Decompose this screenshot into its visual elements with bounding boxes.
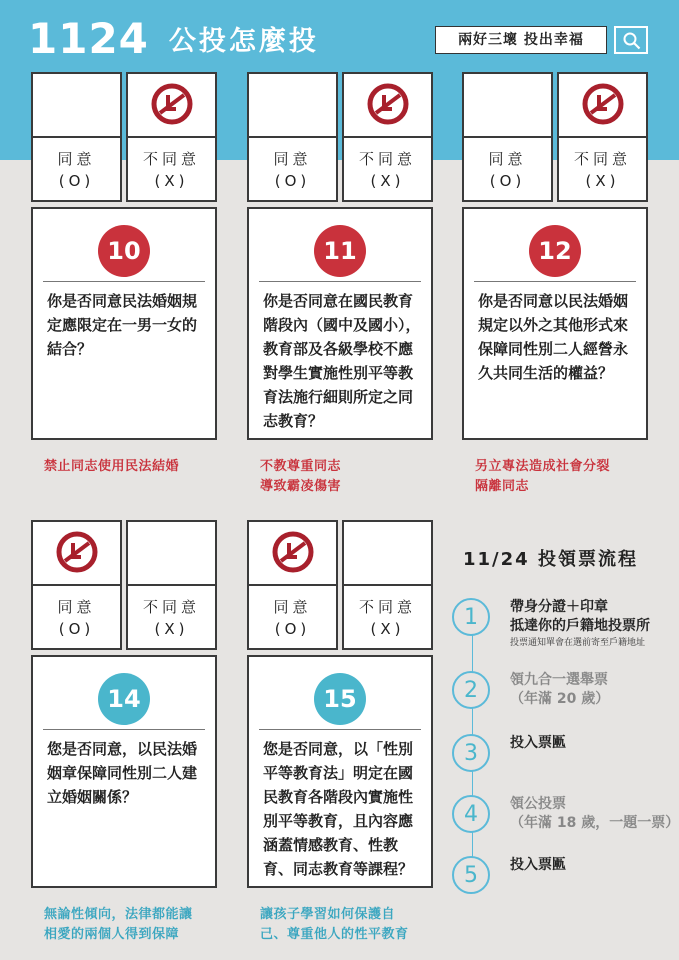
ballot-10 <box>31 72 217 202</box>
step-main-text: 領公投票 （年滿 18 歲，一題一票） <box>510 796 679 831</box>
card-divider <box>259 729 421 730</box>
agree-box[interactable] <box>31 520 122 650</box>
process-title: 11/24 投領票流程 <box>463 549 638 570</box>
step-number: 2 <box>452 671 490 709</box>
agree-box[interactable] <box>462 72 553 202</box>
ballot-stamp-icon <box>151 83 193 125</box>
agree-label-mark: (O) <box>274 172 311 190</box>
disagree-label <box>128 596 215 640</box>
question-card-10 <box>31 207 217 440</box>
step-content <box>510 671 679 709</box>
step-main-text: 領九合一選舉票 （年滿 20 歲） <box>510 672 610 707</box>
question-text: 您是否同意，以「性別平等教育法」明定在國民教育各階段內實施性別平等教育，且內容應涵蓋情感教育、性教育、同志教育等課程？ <box>263 740 414 878</box>
agree-label <box>33 596 120 640</box>
agree-box[interactable] <box>247 520 338 650</box>
disagree-label-mark: (X) <box>370 172 405 190</box>
step-sub-text: 投票通知單會在選前寄至戶籍地址 <box>510 638 646 648</box>
ballot-14 <box>31 520 217 650</box>
ballot-12 <box>462 72 648 202</box>
disagree-box[interactable] <box>557 72 648 202</box>
ballot-stamp-icon <box>56 531 98 573</box>
card-divider <box>43 729 205 730</box>
ballot-15 <box>247 520 433 650</box>
agree-label <box>249 596 336 640</box>
process-step-4 <box>452 795 679 839</box>
case-note: 無論性傾向，法律都能讓 相愛的兩個人得到保障 <box>44 907 193 942</box>
step-main-text: 投入票匭 <box>510 857 566 873</box>
case-number-badge: 15 <box>314 673 366 725</box>
card-divider <box>259 281 421 282</box>
step-content <box>510 598 679 650</box>
disagree-label-text: 不同意 <box>358 598 416 616</box>
agree-box[interactable] <box>31 72 122 202</box>
disagree-label <box>128 148 215 192</box>
step-content <box>510 856 679 875</box>
case-number-badge: 14 <box>98 673 150 725</box>
ballot-stamp-icon <box>582 83 624 125</box>
question-text: 你是否同意民法婚姻規定應限定在一男一女的結合？ <box>47 292 198 358</box>
disagree-label-text: 不同意 <box>142 598 200 616</box>
ballot-stamp-icon <box>272 531 314 573</box>
disagree-label-mark: (X) <box>370 620 405 638</box>
step-number: 1 <box>452 598 490 636</box>
disagree-label-text: 不同意 <box>358 150 416 168</box>
agree-label-mark: (O) <box>58 172 95 190</box>
box-divider <box>31 136 122 138</box>
step-number: 4 <box>452 795 490 833</box>
question-card-12 <box>462 207 648 440</box>
case-number-badge: 12 <box>529 225 581 277</box>
case-note: 禁止同志使用民法結婚 <box>44 459 180 474</box>
case-number-badge: 10 <box>98 225 150 277</box>
search-button[interactable] <box>614 26 648 54</box>
case-note: 讓孩子學習如何保護自 己、尊重他人的性平教育 <box>260 907 409 942</box>
ballot-stamp-icon <box>367 83 409 125</box>
process-step-2 <box>452 671 672 715</box>
disagree-box[interactable] <box>126 520 217 650</box>
search-box[interactable]: 兩好三壞 投出幸福 <box>435 26 607 54</box>
step-content <box>510 795 679 833</box>
box-divider <box>557 136 648 138</box>
question-text: 你是否同意以民法婚姻規定以外之其他形式來保障同性別二人經營永久共同生活的權益？ <box>478 292 629 382</box>
agree-label <box>33 148 120 192</box>
agree-label-text: 同意 <box>273 598 312 616</box>
step-main-text: 帶身分證＋印章 抵達你的戶籍地投票所 <box>510 599 650 634</box>
case-note: 不教尊重同志 導致霸凌傷害 <box>260 459 342 494</box>
process-step-3 <box>452 734 672 778</box>
agree-label-text: 同意 <box>273 150 312 168</box>
disagree-box[interactable] <box>126 72 217 202</box>
title-number: 1124 <box>28 14 149 63</box>
title-text: 公投怎麼投 <box>168 26 319 57</box>
disagree-box[interactable] <box>342 520 433 650</box>
box-divider <box>126 584 217 586</box>
box-divider <box>247 136 338 138</box>
process-step-1 <box>452 598 672 648</box>
agree-label-mark: (O) <box>489 172 526 190</box>
disagree-label <box>559 148 646 192</box>
box-divider <box>342 584 433 586</box>
question-card-11 <box>247 207 433 440</box>
agree-label-mark: (O) <box>58 620 95 638</box>
disagree-label <box>344 148 431 192</box>
disagree-box[interactable] <box>342 72 433 202</box>
disagree-label-text: 不同意 <box>142 150 200 168</box>
ballot-11 <box>247 72 433 202</box>
page-title <box>28 14 319 63</box>
agree-label-text: 同意 <box>57 150 96 168</box>
agree-label-text: 同意 <box>57 598 96 616</box>
box-divider <box>342 136 433 138</box>
agree-label-mark: (O) <box>274 620 311 638</box>
step-number: 3 <box>452 734 490 772</box>
agree-box[interactable] <box>247 72 338 202</box>
agree-label <box>464 148 551 192</box>
box-divider <box>126 136 217 138</box>
agree-label-text: 同意 <box>488 150 527 168</box>
case-number-badge: 11 <box>314 225 366 277</box>
agree-label <box>249 148 336 192</box>
disagree-label-mark: (X) <box>585 172 620 190</box>
question-card-15 <box>247 655 433 888</box>
box-divider <box>462 136 553 138</box>
case-note: 另立專法造成社會分裂 隔離同志 <box>475 459 611 494</box>
step-content <box>510 734 679 753</box>
process-step-5 <box>452 856 672 900</box>
disagree-label-text: 不同意 <box>573 150 631 168</box>
question-text: 你是否同意在國民教育階段內（國中及國小），教育部及各級學校不應對學生實施性別平等教育法施行細則所定之同志教育？ <box>263 292 421 430</box>
question-card-14 <box>31 655 217 888</box>
search-icon <box>623 32 641 50</box>
step-number: 5 <box>452 856 490 894</box>
box-divider <box>31 584 122 586</box>
box-divider <box>247 584 338 586</box>
step-main-text: 投入票匭 <box>510 735 566 751</box>
disagree-label-mark: (X) <box>154 620 189 638</box>
card-divider <box>474 281 636 282</box>
disagree-label-mark: (X) <box>154 172 189 190</box>
disagree-label <box>344 596 431 640</box>
card-divider <box>43 281 205 282</box>
question-text: 您是否同意，以民法婚姻章保障同性別二人建立婚姻關係？ <box>47 740 198 806</box>
